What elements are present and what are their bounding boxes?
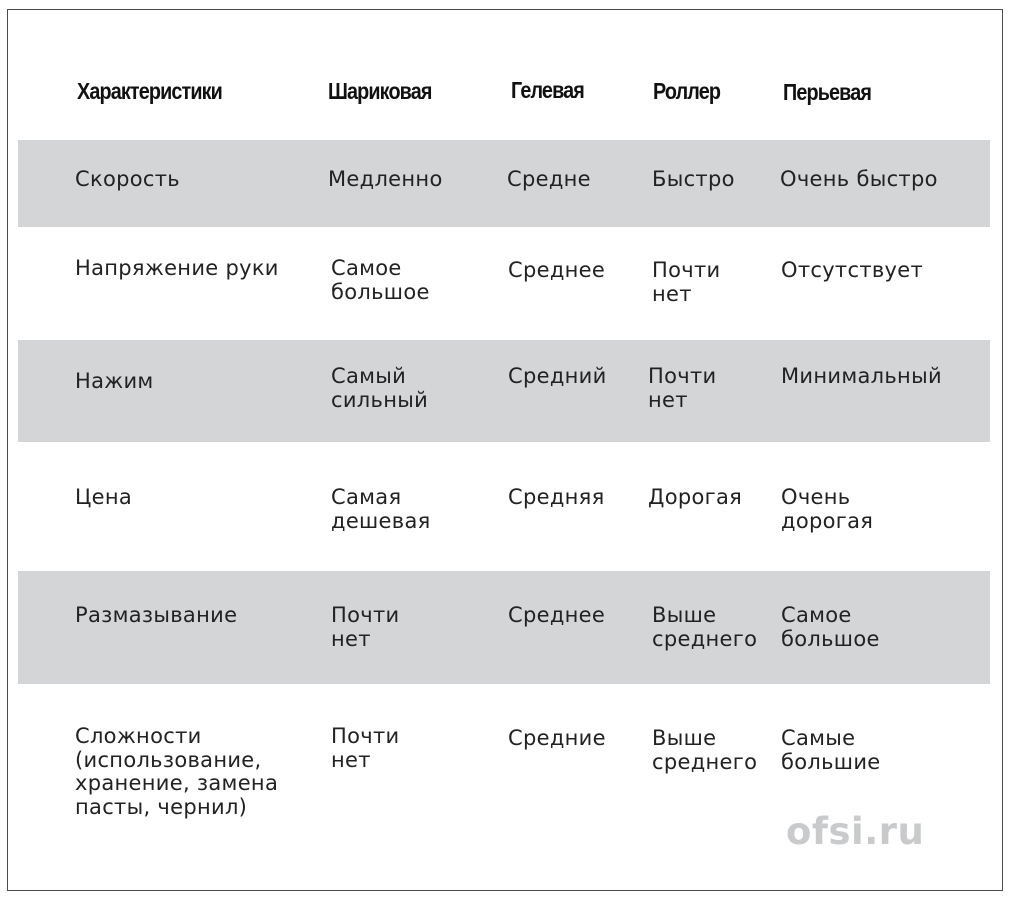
- watermark: ofsi.ru: [786, 810, 925, 853]
- cell-fountain: Минимальный: [781, 364, 942, 388]
- cell-gel: Среднее: [508, 603, 606, 627]
- row-label: Напряжение руки: [75, 256, 279, 280]
- row-label: Размазывание: [75, 603, 238, 627]
- header-ballpoint: Шариковая: [328, 78, 432, 104]
- cell-roller: Выше среднего: [652, 603, 758, 651]
- row-label: Скорость: [75, 167, 180, 191]
- cell-ballpoint: Самое большое: [331, 256, 430, 304]
- cell-gel: Среднее: [508, 258, 606, 282]
- cell-fountain: Самое большое: [781, 603, 880, 651]
- cell-roller: Почти нет: [652, 258, 721, 306]
- header-fountain: Перьевая: [783, 79, 872, 105]
- header-roller: Роллер: [653, 78, 721, 104]
- cell-roller: Дорогая: [648, 485, 743, 509]
- cell-gel: Средний: [508, 364, 607, 388]
- cell-ballpoint: Медленно: [328, 167, 443, 191]
- cell-gel: Средние: [508, 726, 606, 750]
- cell-ballpoint: Самая дешевая: [331, 485, 431, 533]
- header-characteristics: Характеристики: [77, 78, 222, 104]
- row-label: Сложности (использование, хранение, замена пасты, чернил): [75, 724, 279, 819]
- row-band-3: [18, 340, 990, 442]
- cell-ballpoint: Самый сильный: [331, 364, 429, 412]
- cell-roller: Выше среднего: [652, 726, 758, 774]
- cell-fountain: Очень дорогая: [781, 485, 874, 533]
- header-gel: Гелевая: [511, 77, 584, 103]
- row-label: Нажим: [75, 369, 154, 393]
- cell-ballpoint: Почти нет: [331, 603, 400, 651]
- cell-roller: Быстро: [652, 167, 735, 191]
- cell-gel: Средняя: [508, 485, 605, 509]
- cell-fountain: Самые большие: [781, 726, 881, 774]
- cell-roller: Почти нет: [648, 364, 717, 412]
- cell-ballpoint: Почти нет: [331, 724, 400, 772]
- cell-gel: Средне: [507, 167, 591, 191]
- cell-fountain: Отсутствует: [781, 258, 924, 282]
- row-label: Цена: [75, 485, 133, 509]
- cell-fountain: Очень быстро: [780, 167, 938, 191]
